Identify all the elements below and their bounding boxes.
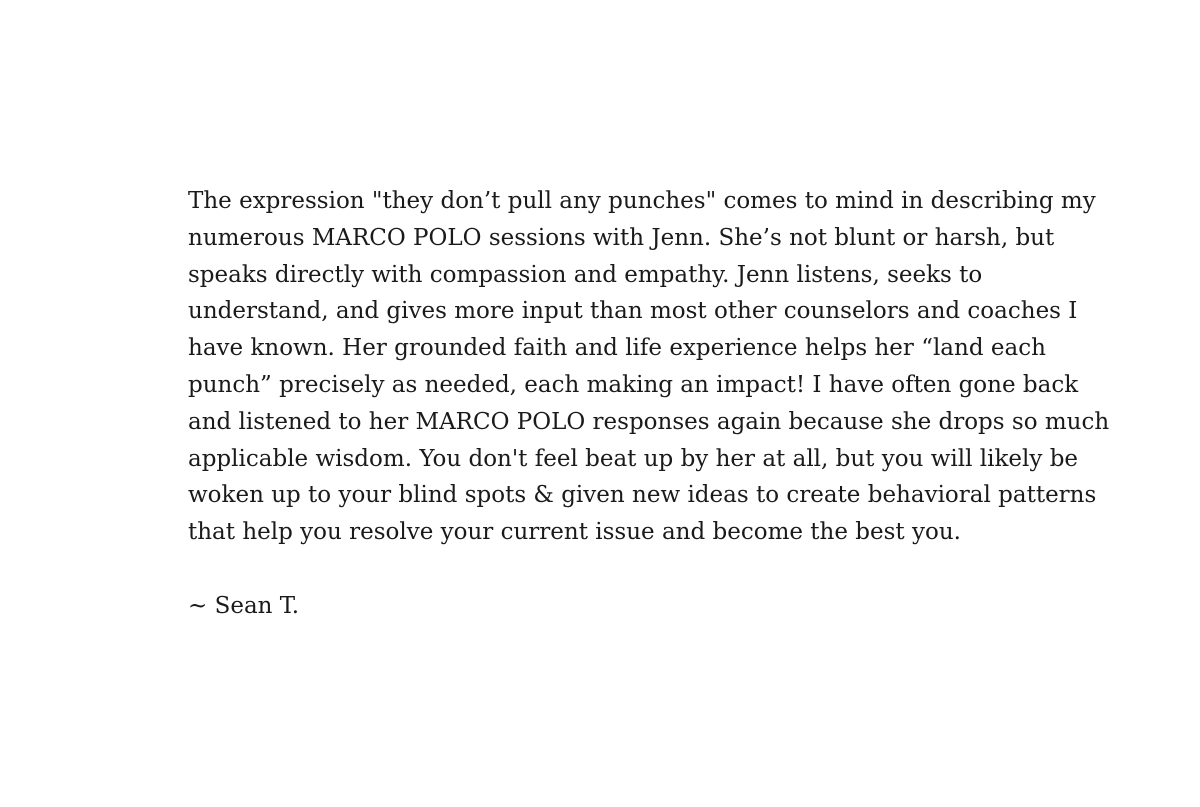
testimonial-quote [188, 183, 1110, 551]
quote-line: that help you resolve your current issue and become the best you. [188, 519, 961, 546]
quote-line: punch” precisely as needed, each making an impact! I have often gone back [188, 371, 1079, 398]
quote-line: have known. Her grounded faith and life experience helps her “land each [188, 335, 1046, 362]
quote-line: speaks directly with compassion and empathy. Jenn listens, seeks to [188, 261, 983, 288]
quote-line: and listened to her MARCO POLO responses again because she drops so much [188, 408, 1110, 435]
quote-line: woken up to your blind spots & given new ideas to create behavioral patterns [188, 482, 1097, 509]
testimonial-attribution: ~ Sean T. [188, 592, 300, 619]
quote-line: numerous MARCO POLO sessions with Jenn. She’s not blunt or harsh, but [188, 224, 1055, 251]
testimonial-block [188, 183, 1110, 625]
quote-line: The expression "they don’t pull any punches" comes to mind in describing my [188, 188, 1096, 214]
quote-line: applicable wisdom. You don't feel beat up by her at all, but you will likely be [188, 445, 1079, 472]
quote-line: understand, and gives more input than most other counselors and coaches I [188, 298, 1078, 325]
